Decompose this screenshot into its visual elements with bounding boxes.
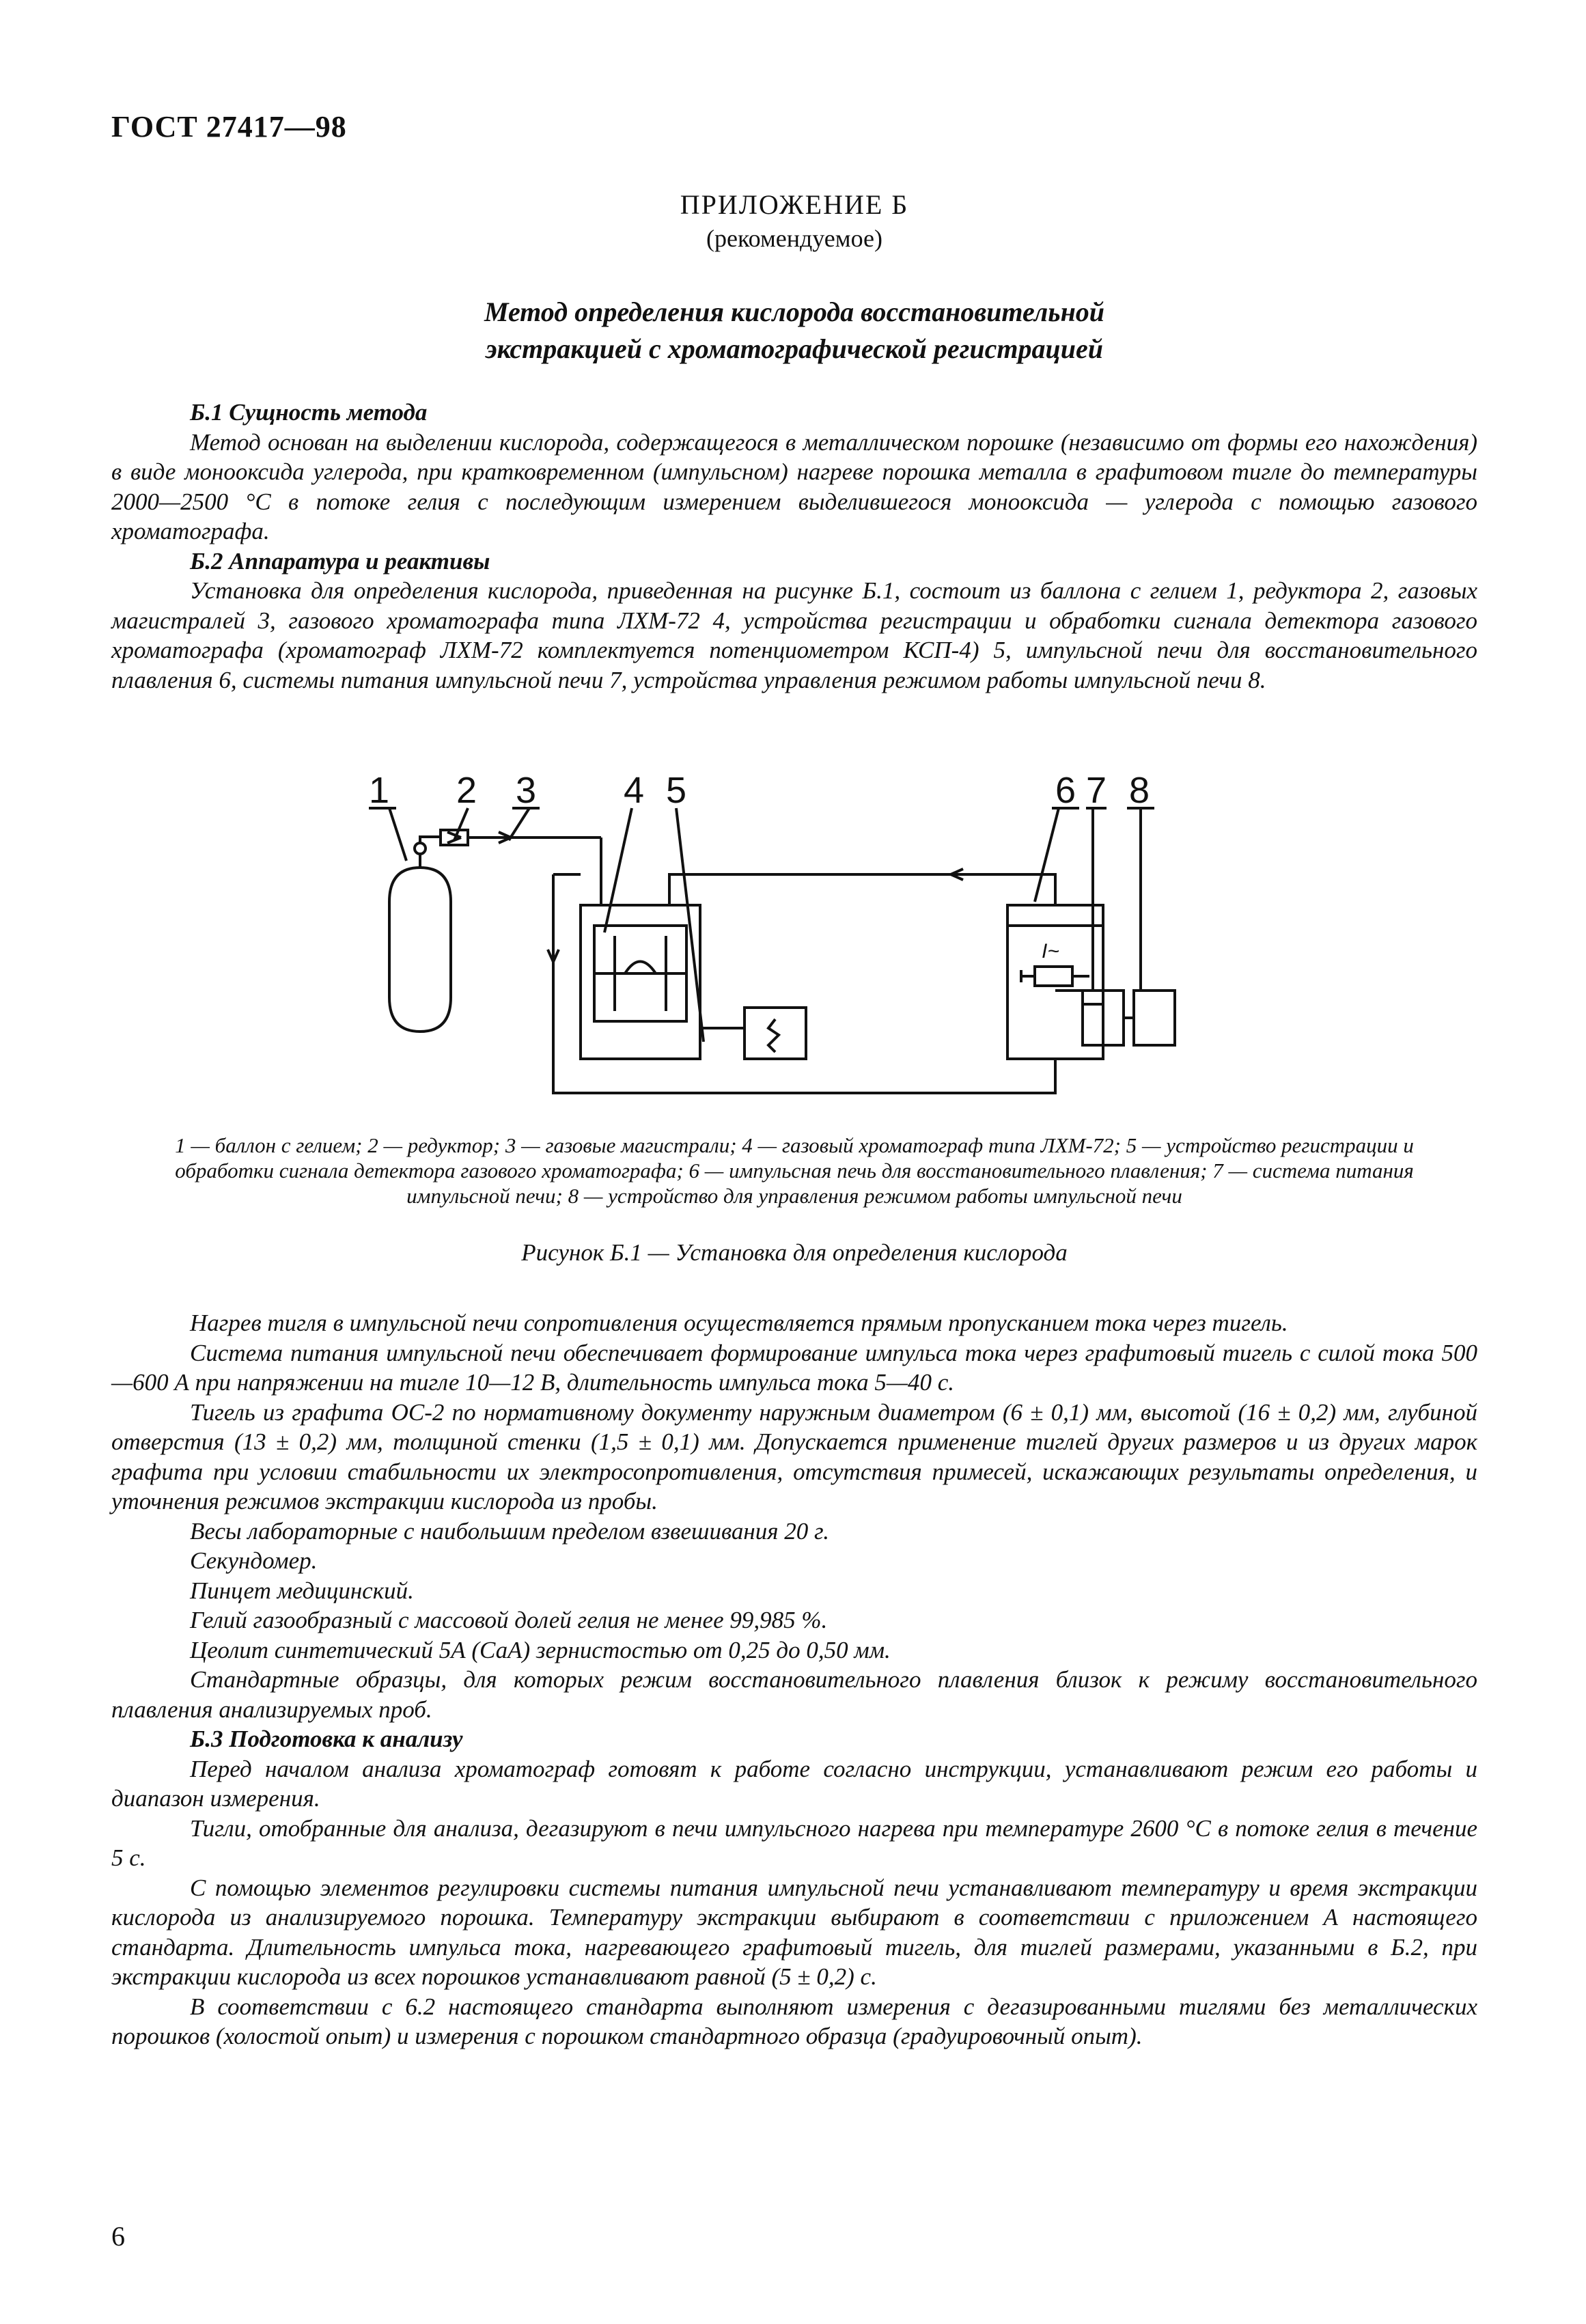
detector-bridge xyxy=(625,962,656,974)
label-3: 3 xyxy=(516,770,537,811)
body-paragraph: Стандартные образцы, для которых режим восстановительного плавления близок к режиму восстановительного плавления анализируемых проб. xyxy=(111,1666,1477,1723)
figure-legend: 1 — баллон с гелием; 2 — редуктор; 3 — газовые магистрали; 4 — газовый хроматограф типа ЛХМ-72; 5 — устройство регистрации и обработки сигнала детектора газового хроматографа; 6 — импульсная печь для восстановительного плавления; 7 — система питания импульсной печи; 8 — устройство для управления режимом работы импульсной печи xyxy=(175,1133,1414,1208)
control-unit-box xyxy=(1134,991,1175,1045)
label-4: 4 xyxy=(624,770,645,811)
appendix-title: ПРИЛОЖЕНИЕ Б xyxy=(680,189,909,220)
method-title-line-2: экстракцией с хроматографической регистрацией xyxy=(486,333,1103,364)
method-title xyxy=(111,294,1477,368)
body-paragraph: Система питания импульсной печи обеспечивает формирование импульса тока через графитовый тигель с силой тока 500—600 А при напряжении на тигле 10—12 В, длительность импульса тока 5—40 с. xyxy=(111,1339,1477,1396)
label-5: 5 xyxy=(666,770,687,811)
label-8: 8 xyxy=(1129,770,1150,811)
helium-cylinder xyxy=(389,868,451,1032)
section-b3-paragraph: Перед началом анализа хроматограф готовят к работе согласно инструкции, устанавливают режим его работы и диапазон измерения. xyxy=(111,1755,1477,1812)
recorder-trace xyxy=(768,1019,779,1052)
label-7: 7 xyxy=(1086,770,1107,811)
body-paragraph: Тигель из графита ОС-2 по нормативному документу наружным диаметром (6 ± 0,1) мм, высотой (16 ± 0,2) мм, глубиной отверстия (13 ± 0,2) мм, толщиной стенки (1,5 ± 0,1) мм. Допускается применение тиглей других размеров и из других марок графита при условии стабильности их электросопротивления, отсутствия примесей, искажающих результаты определения, и уточнения режимов экстракции кислорода из пробы. xyxy=(111,1398,1477,1514)
body-paragraph: Нагрев тигля в импульсной печи сопротивления осуществляется прямым пропусканием тока через тигель. xyxy=(190,1310,1288,1336)
cylinder-valve xyxy=(415,843,426,854)
standard-code: ГОСТ 27417—98 xyxy=(111,110,347,143)
section-b2-paragraph: Установка для определения кислорода, приведенная на рисунке Б.1, состоит из баллона с гелием 1, редуктора 2, газовых магистралей 3, газового хроматографа типа ЛХМ-72 4, устройства регистрации и обработки сигнала детектора газового хроматографа (хроматограф ЛХМ-72 комплектуется потенциометром КСП-4) 5, импульсной печи для восстановительного плавления 6, системы питания импульсной печи 7, устройства управления режимом работы импульсной печи 8. xyxy=(111,577,1477,693)
section-b3-paragraph: Тигли, отобранные для анализа, дегазируют в печи импульсного нагрева при температуре 2600 °С в потоке гелия в течение 5 с. xyxy=(111,1814,1477,1871)
chromatograph-box xyxy=(581,905,700,1059)
sections-b1-b2 xyxy=(111,398,1477,695)
leader-1 xyxy=(389,808,406,861)
crucible-resistor xyxy=(1035,967,1072,986)
leader-4 xyxy=(604,808,632,932)
body-paragraph: Пинцет медицинский. xyxy=(190,1577,414,1604)
body-paragraph: Цеолит синтетический 5А (СаА) зернистостью от 0,25 до 0,50 мм. xyxy=(190,1636,891,1663)
leader-3 xyxy=(509,808,529,840)
oxygen-setup-diagram xyxy=(369,765,1257,1113)
section-b3-paragraph: С помощью элементов регулировки системы питания импульсной печи устанавливают температуру и время экстракции кислорода из анализируемого порошка. Температуру экстракции выбирают в соответствии с приложением А настоящего стандарта. Длительность импульса тока, нагревающего графитовый тигель, для тиглей размерами, указанными в Б.2, при экстракции кислорода из всех порошков устанавливают равной (5 ± 0,2) с. xyxy=(111,1874,1477,1990)
figure-title: Рисунок Б.1 — Установка для определения кислорода xyxy=(521,1239,1068,1266)
section-b1-heading: Б.1 Сущность метода xyxy=(190,399,428,426)
label-1: 1 xyxy=(369,770,390,811)
gas-line-to-reducer xyxy=(420,837,441,843)
body-paragraph: Гелий газообразный с массовой долей гелия не менее 99,985 %. xyxy=(190,1607,828,1633)
method-title-line-1: Метод определения кислорода восстановительной xyxy=(484,296,1105,327)
body-paragraph: Весы лабораторные с наибольшим пределом взвешивания 20 г. xyxy=(190,1517,829,1545)
body-paragraph: Секундомер. xyxy=(190,1547,318,1574)
current-symbol: I~ xyxy=(1042,940,1059,963)
section-b3-paragraph: В соответствии с 6.2 настоящего стандарта выполняют измерения с дегазированными тиглями без металлических порошков (холостой опыт) и измерения с порошком стандартного образца (градуировочный опыт). xyxy=(111,1993,1477,2049)
label-2: 2 xyxy=(456,770,477,811)
section-b1-paragraph: Метод основан на выделении кислорода, содержащегося в металлическом порошке (независимо от формы его нахождения) в виде монооксида углерода, при кратковременном (импульсном) нагреве порошка металла в графитовом тигле до температуры 2000—2500 °С в потоке гелия с последующим измерением выделившегося монооксида — углерода с помощью газового хроматографа. xyxy=(111,428,1477,544)
page-number: 6 xyxy=(111,2221,125,2252)
sections-after-figure xyxy=(111,1308,1477,2051)
section-b3-heading: Б.3 Подготовка к анализу xyxy=(190,1726,463,1752)
label-6: 6 xyxy=(1055,770,1076,811)
return-gas-line xyxy=(669,874,1055,905)
appendix-subtitle: (рекомендуемое) xyxy=(706,225,882,252)
section-b2-heading: Б.2 Аппаратура и реактивы xyxy=(190,547,490,575)
